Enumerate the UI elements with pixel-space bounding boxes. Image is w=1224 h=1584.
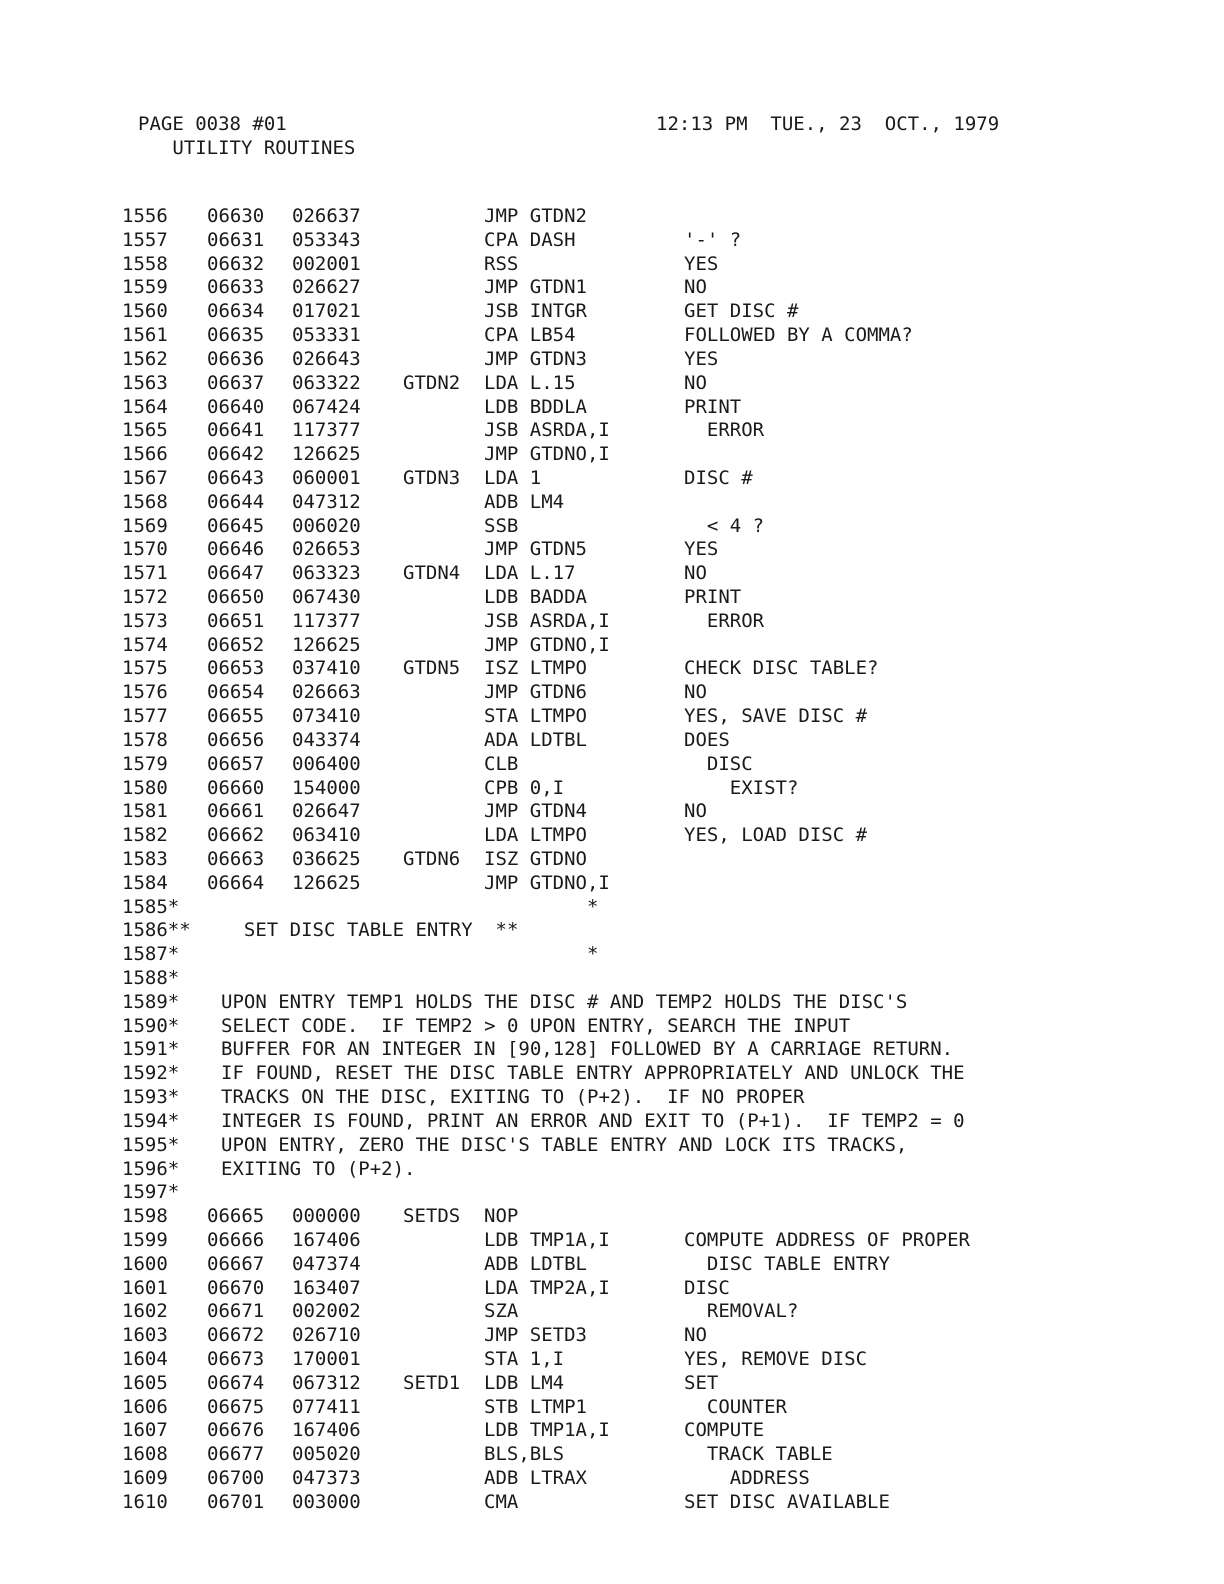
line-number: 1579 bbox=[122, 752, 168, 775]
asm-comment: DOES bbox=[684, 728, 730, 751]
octal-address: 06655 bbox=[207, 705, 265, 728]
line-number: 1594* bbox=[122, 1109, 180, 1132]
octal-address: 06646 bbox=[207, 538, 265, 561]
listing-line bbox=[122, 1372, 1202, 1396]
listing-line bbox=[122, 991, 1202, 1015]
octal-address: 06653 bbox=[207, 657, 265, 680]
asm-instruction: CPB 0,I bbox=[484, 776, 565, 799]
listing-line bbox=[122, 1491, 1202, 1515]
octal-address: 06652 bbox=[207, 633, 265, 656]
line-number: 1606 bbox=[122, 1395, 168, 1418]
line-number: 1564 bbox=[122, 395, 168, 418]
asm-instruction: LDB BADDA bbox=[484, 586, 587, 608]
line-number: 1575 bbox=[122, 657, 168, 680]
asm-instruction: JSB ASRDA,I bbox=[484, 609, 610, 632]
line-number: 1608 bbox=[122, 1443, 168, 1466]
line-number: 1558 bbox=[122, 252, 168, 275]
octal-address: 06636 bbox=[207, 347, 265, 370]
listing-line bbox=[122, 1324, 1202, 1348]
octal-address: 06635 bbox=[207, 324, 265, 347]
asm-instruction: JMP GTDN5 bbox=[484, 538, 587, 561]
line-number: 1576 bbox=[122, 681, 168, 704]
asm-comment: COMPUTE bbox=[684, 1419, 765, 1442]
line-number: 1591* bbox=[122, 1038, 180, 1061]
octal-address: 06701 bbox=[207, 1490, 265, 1513]
asm-instruction: JMP GTDNO,I bbox=[484, 633, 610, 656]
asm-instruction: NOP bbox=[484, 1205, 519, 1228]
line-number: 1607 bbox=[122, 1419, 168, 1442]
octal-address: 06677 bbox=[207, 1443, 265, 1466]
listing-line bbox=[122, 1277, 1202, 1301]
line-number: 1583 bbox=[122, 847, 168, 870]
listing-line bbox=[122, 1015, 1202, 1039]
asm-comment: EXIST? bbox=[684, 776, 799, 799]
asm-instruction: JMP GTDN3 bbox=[484, 347, 587, 370]
asm-label: GTDN2 bbox=[403, 371, 461, 394]
listing-line bbox=[122, 515, 1202, 539]
octal-code: 026637 bbox=[292, 205, 361, 227]
octal-code: 037410 bbox=[292, 657, 361, 680]
asm-instruction: JMP GTDN6 bbox=[484, 681, 587, 704]
octal-code: 126625 bbox=[292, 443, 361, 466]
octal-code: 026653 bbox=[292, 538, 361, 561]
listing-line bbox=[122, 1158, 1202, 1182]
page-number: PAGE 0038 #01 bbox=[138, 113, 287, 135]
listing-line bbox=[122, 1348, 1202, 1372]
listing-line bbox=[122, 348, 1202, 372]
octal-address: 06637 bbox=[207, 371, 265, 394]
comment-text: SET DISC TABLE ENTRY ** bbox=[221, 919, 519, 942]
listing-line bbox=[122, 753, 1202, 777]
line-number: 1601 bbox=[122, 1276, 168, 1299]
comment-text: UPON ENTRY, ZERO THE DISC'S TABLE ENTRY AND LOCK ITS TRACKS, bbox=[221, 1133, 908, 1156]
listing-line bbox=[122, 324, 1202, 348]
listing-line bbox=[122, 1300, 1202, 1324]
asm-comment: NO bbox=[684, 681, 707, 704]
listing-line bbox=[122, 1253, 1202, 1277]
octal-code: 003000 bbox=[292, 1490, 361, 1513]
line-number: 1600 bbox=[122, 1252, 168, 1275]
comment-text: UPON ENTRY TEMP1 HOLDS THE DISC # AND TEMP2 HOLDS THE DISC'S bbox=[221, 990, 908, 1013]
asm-instruction: CLB bbox=[484, 752, 519, 775]
listing-line bbox=[122, 657, 1202, 681]
octal-address: 06676 bbox=[207, 1419, 265, 1442]
comment-text: SELECT CODE. IF TEMP2 > 0 UPON ENTRY, SEARCH THE INPUT bbox=[221, 1014, 851, 1037]
octal-code: 006400 bbox=[292, 752, 361, 775]
octal-code: 067312 bbox=[292, 1371, 361, 1394]
listing-line bbox=[122, 300, 1202, 324]
line-number: 1577 bbox=[122, 705, 168, 728]
asm-instruction: JMP SETD3 bbox=[484, 1324, 587, 1347]
line-number: 1596* bbox=[122, 1157, 180, 1180]
line-number: 1602 bbox=[122, 1300, 168, 1323]
line-number: 1587* bbox=[122, 943, 180, 966]
comment-text: IF FOUND, RESET THE DISC TABLE ENTRY APPROPRIATELY AND UNLOCK THE bbox=[221, 1062, 965, 1085]
listing-line bbox=[122, 1443, 1202, 1467]
asm-comment: ERROR bbox=[684, 419, 765, 442]
listing-line bbox=[122, 681, 1202, 705]
asm-label: GTDN4 bbox=[403, 562, 461, 585]
octal-address: 06647 bbox=[207, 562, 265, 585]
asm-comment: NO bbox=[684, 800, 707, 823]
line-number: 1604 bbox=[122, 1348, 168, 1370]
listing-line bbox=[122, 372, 1202, 396]
octal-address: 06650 bbox=[207, 586, 265, 608]
asm-comment: DISC bbox=[684, 1276, 730, 1299]
line-number: 1568 bbox=[122, 490, 168, 513]
octal-code: 053331 bbox=[292, 324, 361, 347]
asm-instruction: JSB ASRDA,I bbox=[484, 419, 610, 442]
listing-line bbox=[122, 1181, 1202, 1205]
asm-instruction: STA 1,I bbox=[484, 1348, 565, 1370]
line-number: 1563 bbox=[122, 371, 168, 394]
asm-comment: ADDRESS bbox=[684, 1467, 810, 1490]
asm-instruction: CPA DASH bbox=[484, 228, 576, 251]
line-number: 1566 bbox=[122, 443, 168, 466]
line-number: 1569 bbox=[122, 514, 168, 537]
line-number: 1572 bbox=[122, 586, 168, 608]
octal-address: 06671 bbox=[207, 1300, 265, 1323]
octal-code: 047373 bbox=[292, 1467, 361, 1490]
comment-text: EXITING TO (P+2). bbox=[221, 1157, 416, 1180]
listing-line bbox=[122, 538, 1202, 562]
octal-code: 077411 bbox=[292, 1395, 361, 1418]
octal-code: 067430 bbox=[292, 586, 361, 608]
asm-comment: FOLLOWED BY A COMMA? bbox=[684, 324, 913, 347]
comment-text: * bbox=[221, 895, 599, 918]
octal-code: 167406 bbox=[292, 1228, 361, 1251]
asm-comment: < 4 ? bbox=[684, 514, 765, 537]
line-number: 1590* bbox=[122, 1014, 180, 1037]
line-number: 1595* bbox=[122, 1133, 180, 1156]
comment-text: BUFFER FOR AN INTEGER IN [90,128] FOLLOWED BY A CARRIAGE RETURN. bbox=[221, 1038, 954, 1061]
asm-instruction: ADB LDTBL bbox=[484, 1252, 587, 1275]
asm-instruction: SZA bbox=[484, 1300, 519, 1323]
asm-comment: COUNTER bbox=[684, 1395, 787, 1418]
asm-instruction: STB LTMP1 bbox=[484, 1395, 587, 1418]
line-number: 1603 bbox=[122, 1324, 168, 1347]
octal-code: 067424 bbox=[292, 395, 361, 418]
listing-line bbox=[122, 848, 1202, 872]
asm-comment: NO bbox=[684, 562, 707, 585]
asm-comment: YES bbox=[684, 347, 719, 370]
line-number: 1556 bbox=[122, 205, 168, 227]
octal-code: 026647 bbox=[292, 800, 361, 823]
listing-line bbox=[122, 1467, 1202, 1491]
octal-address: 06666 bbox=[207, 1228, 265, 1251]
asm-instruction: CPA LB54 bbox=[484, 324, 576, 347]
listing-line bbox=[122, 1038, 1202, 1062]
line-number: 1580 bbox=[122, 776, 168, 799]
listing-line bbox=[122, 205, 1202, 229]
octal-code: 002001 bbox=[292, 252, 361, 275]
octal-address: 06670 bbox=[207, 1276, 265, 1299]
line-number: 1598 bbox=[122, 1205, 168, 1228]
octal-address: 06700 bbox=[207, 1467, 265, 1490]
asm-label: GTDN6 bbox=[403, 847, 461, 870]
octal-address: 06631 bbox=[207, 228, 265, 251]
listing-line bbox=[122, 1419, 1202, 1443]
comment-text: * bbox=[221, 943, 599, 966]
listing-line bbox=[122, 1086, 1202, 1110]
line-number: 1605 bbox=[122, 1371, 168, 1394]
octal-address: 06651 bbox=[207, 609, 265, 632]
asm-instruction: ADB LTRAX bbox=[484, 1467, 587, 1490]
line-number: 1609 bbox=[122, 1467, 168, 1490]
octal-code: 063322 bbox=[292, 371, 361, 394]
listing-line bbox=[122, 491, 1202, 515]
listing-line bbox=[122, 586, 1202, 610]
asm-comment: NO bbox=[684, 1324, 707, 1347]
asm-label: SETDS bbox=[403, 1205, 461, 1228]
asm-instruction: BLS,BLS bbox=[484, 1443, 565, 1466]
asm-instruction: LDB LM4 bbox=[484, 1371, 565, 1394]
octal-address: 06634 bbox=[207, 300, 265, 323]
asm-comment: YES, SAVE DISC # bbox=[684, 705, 868, 728]
octal-address: 06654 bbox=[207, 681, 265, 704]
octal-code: 063323 bbox=[292, 562, 361, 585]
octal-address: 06672 bbox=[207, 1324, 265, 1347]
asm-comment: SET bbox=[684, 1371, 719, 1394]
listing-line bbox=[122, 1110, 1202, 1134]
octal-code: 005020 bbox=[292, 1443, 361, 1466]
listing-line bbox=[122, 562, 1202, 586]
octal-address: 06673 bbox=[207, 1348, 265, 1370]
line-number: 1559 bbox=[122, 276, 168, 299]
asm-instruction: LDB BDDLA bbox=[484, 395, 587, 418]
asm-comment: ERROR bbox=[684, 609, 765, 632]
line-number: 1573 bbox=[122, 609, 168, 632]
listing-line bbox=[122, 777, 1202, 801]
line-number: 1578 bbox=[122, 728, 168, 751]
asm-instruction: STA LTMPO bbox=[484, 705, 587, 728]
octal-code: 043374 bbox=[292, 728, 361, 751]
octal-code: 026627 bbox=[292, 276, 361, 299]
octal-code: 026663 bbox=[292, 681, 361, 704]
octal-code: 002002 bbox=[292, 1300, 361, 1323]
asm-comment: YES bbox=[684, 252, 719, 275]
octal-address: 06662 bbox=[207, 824, 265, 847]
line-number: 1599 bbox=[122, 1228, 168, 1251]
comment-text: TRACKS ON THE DISC, EXITING TO (P+2). IF NO PROPER bbox=[221, 1086, 805, 1109]
asm-label: SETD1 bbox=[403, 1371, 461, 1394]
octal-code: 163407 bbox=[292, 1276, 361, 1299]
line-number: 1582 bbox=[122, 824, 168, 847]
octal-code: 073410 bbox=[292, 705, 361, 728]
listing-line bbox=[122, 1062, 1202, 1086]
line-number: 1597* bbox=[122, 1181, 180, 1204]
asm-comment: YES, REMOVE DISC bbox=[684, 1348, 868, 1370]
asm-comment: NO bbox=[684, 371, 707, 394]
line-number: 1570 bbox=[122, 538, 168, 561]
listing-line bbox=[122, 919, 1202, 943]
asm-instruction: LDA LTMPO bbox=[484, 824, 587, 847]
octal-address: 06663 bbox=[207, 847, 265, 870]
octal-code: 126625 bbox=[292, 871, 361, 894]
listing-line bbox=[122, 634, 1202, 658]
listing-line bbox=[122, 1229, 1202, 1253]
asm-comment: REMOVAL? bbox=[684, 1300, 799, 1323]
line-number: 1571 bbox=[122, 562, 168, 585]
asm-instruction: LDB TMP1A,I bbox=[484, 1419, 610, 1442]
octal-address: 06642 bbox=[207, 443, 265, 466]
asm-instruction: LDA 1 bbox=[484, 466, 542, 489]
line-number: 1561 bbox=[122, 324, 168, 347]
asm-comment: PRINT bbox=[684, 395, 742, 418]
octal-code: 006020 bbox=[292, 514, 361, 537]
asm-comment: COMPUTE ADDRESS OF PROPER bbox=[684, 1228, 970, 1251]
line-number: 1585* bbox=[122, 895, 180, 918]
asm-instruction: SSB bbox=[484, 514, 519, 537]
asm-label: GTDN5 bbox=[403, 657, 461, 680]
asm-label: GTDN3 bbox=[403, 466, 461, 489]
listing-line bbox=[122, 229, 1202, 253]
octal-code: 053343 bbox=[292, 228, 361, 251]
asm-instruction: ADB LM4 bbox=[484, 490, 565, 513]
octal-address: 06674 bbox=[207, 1371, 265, 1394]
listing-line bbox=[122, 943, 1202, 967]
asm-instruction: JMP GTDNO,I bbox=[484, 871, 610, 894]
octal-address: 06664 bbox=[207, 871, 265, 894]
line-number: 1557 bbox=[122, 228, 168, 251]
section-title: UTILITY ROUTINES bbox=[172, 137, 356, 159]
octal-address: 06645 bbox=[207, 514, 265, 537]
asm-instruction: JMP GTDNO,I bbox=[484, 443, 610, 466]
octal-code: 126625 bbox=[292, 633, 361, 656]
octal-code: 047374 bbox=[292, 1252, 361, 1275]
octal-code: 060001 bbox=[292, 466, 361, 489]
octal-code: 047312 bbox=[292, 490, 361, 513]
asm-instruction: JMP GTDN1 bbox=[484, 276, 587, 299]
listing-line bbox=[122, 729, 1202, 753]
print-datetime: 12:13 PM TUE., 23 OCT., 1979 bbox=[656, 113, 1000, 135]
octal-code: 170001 bbox=[292, 1348, 361, 1370]
asm-instruction: LDA L.15 bbox=[484, 371, 576, 394]
asm-instruction: JMP GTDN2 bbox=[484, 205, 587, 227]
line-number: 1560 bbox=[122, 300, 168, 323]
listing-line bbox=[122, 1134, 1202, 1158]
asm-instruction: ISZ LTMPO bbox=[484, 657, 587, 680]
octal-code: 154000 bbox=[292, 776, 361, 799]
octal-code: 167406 bbox=[292, 1419, 361, 1442]
line-number: 1592* bbox=[122, 1062, 180, 1085]
line-number: 1586** bbox=[122, 919, 191, 942]
listing-line bbox=[122, 276, 1202, 300]
octal-address: 06675 bbox=[207, 1395, 265, 1418]
octal-address: 06661 bbox=[207, 800, 265, 823]
listing-line bbox=[122, 967, 1202, 991]
asm-comment: GET DISC # bbox=[684, 300, 799, 323]
octal-address: 06643 bbox=[207, 466, 265, 489]
listing-line bbox=[122, 419, 1202, 443]
octal-code: 017021 bbox=[292, 300, 361, 323]
line-number: 1610 bbox=[122, 1490, 168, 1513]
line-number: 1593* bbox=[122, 1086, 180, 1109]
asm-comment: PRINT bbox=[684, 586, 742, 608]
octal-address: 06656 bbox=[207, 728, 265, 751]
octal-address: 06667 bbox=[207, 1252, 265, 1275]
listing-line bbox=[122, 800, 1202, 824]
listing-line bbox=[122, 872, 1202, 896]
listing-line bbox=[122, 705, 1202, 729]
line-number: 1574 bbox=[122, 633, 168, 656]
line-number: 1562 bbox=[122, 347, 168, 370]
asm-comment: NO bbox=[684, 276, 707, 299]
asm-comment: DISC # bbox=[684, 466, 753, 489]
octal-address: 06665 bbox=[207, 1205, 265, 1228]
octal-address: 06632 bbox=[207, 252, 265, 275]
listing-line bbox=[122, 824, 1202, 848]
code-listing bbox=[122, 205, 1202, 1515]
asm-comment: YES bbox=[684, 538, 719, 561]
asm-comment: DISC TABLE ENTRY bbox=[684, 1252, 890, 1275]
listing-line bbox=[122, 1396, 1202, 1420]
line-number: 1565 bbox=[122, 419, 168, 442]
comment-text: INTEGER IS FOUND, PRINT AN ERROR AND EXIT TO (P+1). IF TEMP2 = 0 bbox=[221, 1109, 965, 1132]
asm-comment: YES, LOAD DISC # bbox=[684, 824, 868, 847]
octal-address: 06633 bbox=[207, 276, 265, 299]
line-number: 1567 bbox=[122, 466, 168, 489]
asm-instruction: CMA bbox=[484, 1490, 519, 1513]
asm-instruction: LDA TMP2A,I bbox=[484, 1276, 610, 1299]
asm-instruction: LDB TMP1A,I bbox=[484, 1228, 610, 1251]
octal-code: 117377 bbox=[292, 609, 361, 632]
octal-address: 06630 bbox=[207, 205, 265, 227]
octal-address: 06660 bbox=[207, 776, 265, 799]
asm-instruction: JSB INTGR bbox=[484, 300, 587, 323]
listing-line bbox=[122, 896, 1202, 920]
asm-instruction: ADA LDTBL bbox=[484, 728, 587, 751]
octal-code: 117377 bbox=[292, 419, 361, 442]
listing-line bbox=[122, 467, 1202, 491]
asm-comment: DISC bbox=[684, 752, 753, 775]
octal-code: 000000 bbox=[292, 1205, 361, 1228]
listing-line bbox=[122, 443, 1202, 467]
asm-comment: '-' ? bbox=[684, 228, 742, 251]
asm-instruction: LDA L.17 bbox=[484, 562, 576, 585]
listing-line bbox=[122, 253, 1202, 277]
asm-instruction: JMP GTDN4 bbox=[484, 800, 587, 823]
octal-address: 06657 bbox=[207, 752, 265, 775]
octal-code: 036625 bbox=[292, 847, 361, 870]
line-number: 1584 bbox=[122, 871, 168, 894]
line-number: 1588* bbox=[122, 967, 180, 989]
octal-address: 06644 bbox=[207, 490, 265, 513]
listing-line bbox=[122, 610, 1202, 634]
asm-comment: CHECK DISC TABLE? bbox=[684, 657, 879, 680]
asm-instruction: RSS bbox=[484, 252, 519, 275]
asm-comment: SET DISC AVAILABLE bbox=[684, 1490, 890, 1513]
listing-line bbox=[122, 1205, 1202, 1229]
octal-code: 026643 bbox=[292, 347, 361, 370]
line-number: 1581 bbox=[122, 800, 168, 823]
octal-address: 06640 bbox=[207, 395, 265, 418]
page-header bbox=[138, 112, 355, 160]
listing-line bbox=[122, 396, 1202, 420]
octal-code: 063410 bbox=[292, 824, 361, 847]
line-number: 1589* bbox=[122, 990, 180, 1013]
octal-code: 026710 bbox=[292, 1324, 361, 1347]
octal-address: 06641 bbox=[207, 419, 265, 442]
asm-comment: TRACK TABLE bbox=[684, 1443, 833, 1466]
asm-instruction: ISZ GTDNO bbox=[484, 847, 587, 870]
